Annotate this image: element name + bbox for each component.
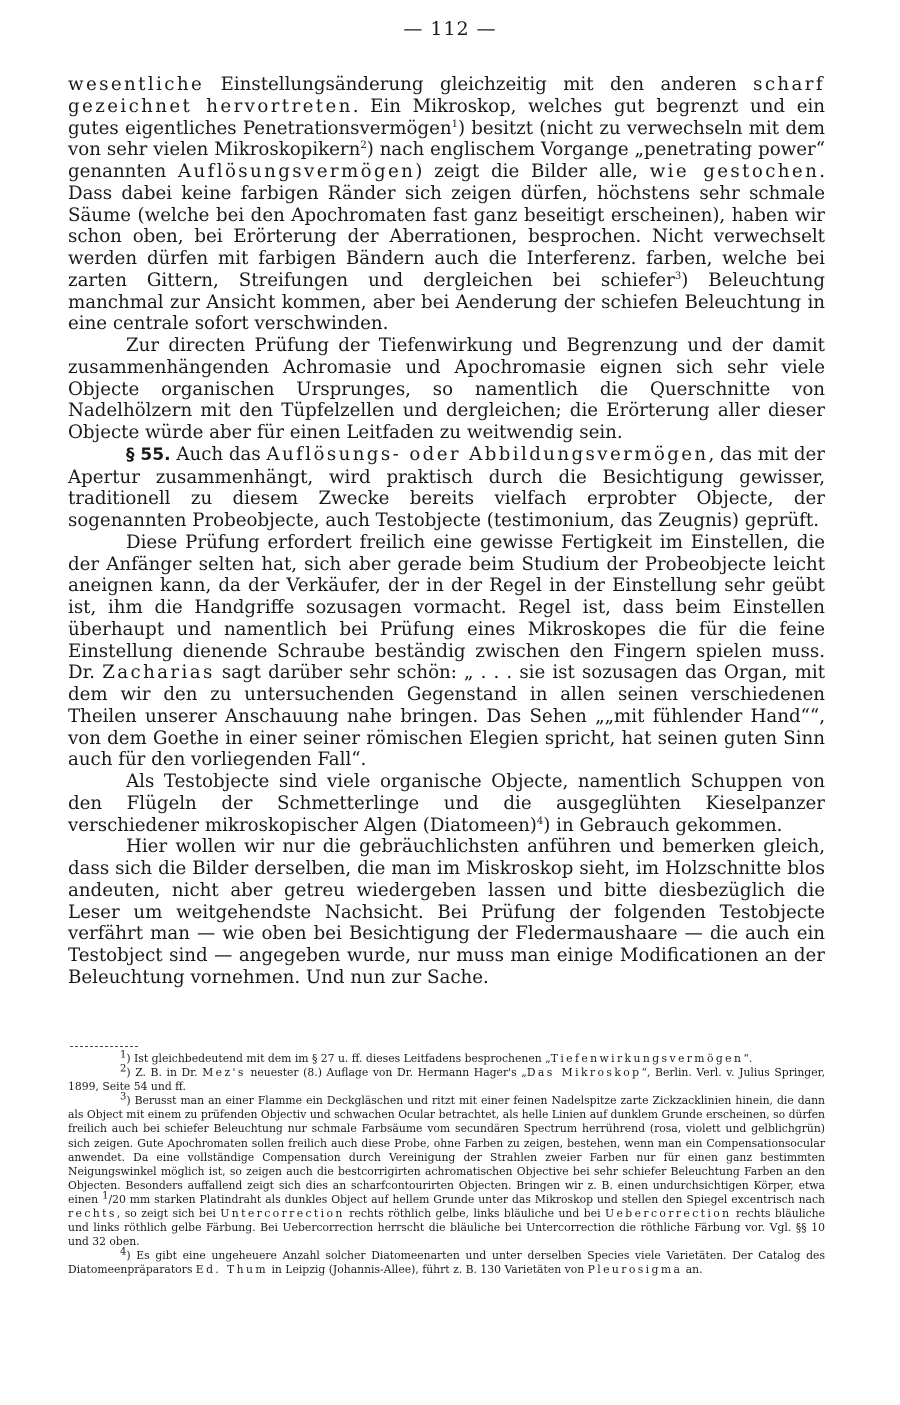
text-run: sagt darüber sehr schön: „ . . . sie ist sozusagen das Organ, mit dem wir den zu untersuchenden Gegenstand in allen seinen verschiedenen Theilen unserer Anschauung nahe bringen. Das Sehen „„mit fühlender Hand““, von dem Goethe in einer seiner römischen Elegien spricht, hat seinen guten Sinn auch für den vorliegenden Fall“.: [68, 662, 825, 771]
text-run: an.: [682, 1263, 703, 1277]
text-run: “, Berlin. Verl. v. Julius Springer, 1899, Seite 54 und ff.: [68, 1066, 825, 1094]
footnote-marker: 1: [451, 118, 458, 130]
text-run: “.: [743, 1052, 753, 1065]
text-run: ) Ist gleichbedeutend mit dem im § 27 u. ff. dieses Leitfadens besprochenen „: [126, 1052, 551, 1065]
emphasized-text: wesentliche: [68, 74, 205, 95]
emphasized-text: Auflösungsvermögen: [177, 161, 416, 182]
text-run: Als Testobjecte sind viele organische Objecte, namentlich Schuppen von den Flügeln der Schmetterlinge und die ausgeglühten Kieselpanzer verschiedener mikroskopischer Algen (Diatomeen): [68, 771, 825, 836]
text-run: rechts bläuliche und links röthlich gelbe Färbung. Bei Uebercorrection herrscht die bläuliche bei Untercorrection die röthliche Färbung vor. Vgl. §§ 10 und 32 oben.: [68, 1207, 825, 1249]
emphasized-text: Das Mikroskop: [526, 1066, 642, 1080]
emphasized-text: Untercorrection: [220, 1207, 345, 1221]
text-run: ) Beleuchtung manchmal zur Ansicht kommen, aber bei Aenderung der schiefen Beleuchtung in eine centrale sofort verschwinden.: [68, 269, 825, 335]
text-run: ) Berusst man an einer Flamme ein Deckgläschen und ritzt mit einer feinen Nadelspitze zarte Zickzacklinien hinein, die dann als Object mit einem zu prüfenden Objectiv und schwachen Ocular betrachtet, als helle Linien auf dunklem Grunde erscheinen, so dürfen freilich auch bei schiefer Beleuchtung nur schmale Farbsäume vom secundären Spectrum herrührend (rosa, violett und gelblichgrün) sich zeigen. Gute Apochromaten sollen freilich auch diese Probe, ohne Farben zu zeigen, bestehen, wenn man ein Compensationsocular anwendet. Da eine vollständige Compensation durch Vereinigung der Strahlen zweier Farben nur für einen ganz bestimmten Neigungswinkel möglich ist, so zeigen auch die bestcorrigirten achromatischen Objective bei sehr schiefer Beleuchtung Farben an den Objecten. Besonders auffallend zeigt sich dies an scharfcontourirten Objecten. Bringen wir z. B. einen undurchsichtigen Körper, etwa einen: [68, 1094, 825, 1206]
text-run: Zur directen Prüfung der Tiefenwirkung und Begrenzung und der damit zusammenhängenden Achromasie und Apochromasie eignen sich sehr viele Objecte organischen Ursprunges, so namentlich die Querschnitte von Nadelhölzern mit den Tüpfelzellen und dergleichen; die Erörterung aller dieser Objecte würde aber für einen Leitfaden zu weitwendig sein.: [68, 335, 825, 443]
paragraph-4: [68, 532, 825, 771]
footnote-3: [68, 1091, 825, 1249]
text-run: . Dass dabei keine farbigen Ränder sich zeigen dürfen, höchstens sehr schmale Säume (welche bei den Apochromaten fast ganz beseitigt erscheinen), haben wir schon oben, bei Erörterung der Aberrationen, besprochen. Nicht verwechselt werden dürfen mit farbigen Bändern auch die Interferenz. farben, welche bei zarten Gittern, Streifungen und dergleichen bei schiefer: [68, 161, 825, 291]
paragraph-3: [68, 444, 825, 532]
text-run: , das mit der Apertur zusammenhängt, wird praktisch durch die Besichtigung gewisser, traditionell zu diesem Zwecke bereits vielfach erprobter Objecte, der sogenannten Probeobjecte, auch Testobjecte (testimonium, das Zeugnis) geprüft.: [68, 443, 825, 531]
footnotes: [68, 1049, 825, 1278]
footnote-marker: 2: [120, 1063, 127, 1075]
text-run: ) Z. B. in Dr.: [126, 1066, 203, 1080]
paragraph-6: [68, 836, 825, 988]
footnote-marker: 3: [120, 1091, 127, 1103]
text-run: Hier wollen wir nur die gebräuchlichsten anführen und bemerken gleich, dass sich die Bilder derselben, die man im Miskroskop sieht, im Holzschnitte blos andeuten, nicht aber getreu wiedergeben lassen und bitte diesbezüglich die Leser um weitgehendste Nachsicht. Bei Prüfung der folgenden Testobjecte verfährt man — wie oben bei Besichtigung der Fledermaushaare — die auch ein Testobject sind — angegeben wurde, nur muss man einige Modificationen an der Beleuchtung vornehmen. Und nun zur Sache.: [68, 836, 825, 988]
text-run: Diese Prüfung erfordert freilich eine gewisse Fertigkeit im Einstellen, die der Anfänger selten hat, sich aber gerade beim Studium der Probeobjecte leicht aneignen kann, da der Verkäufer, der in der Regel in der Einstellung sehr geübt ist, ihm die Handgriffe sozusagen vormacht. Regel ist, dass beim Einstellen überhaupt und namentlich bei Prüfung eines Mikroskopes die für die feine Einstellung dienende Schraube beständig zwischen den Fingern spielen muss. Dr.: [68, 531, 825, 684]
emphasized-text: Zacharias: [102, 662, 215, 684]
main-text: [68, 74, 825, 989]
text-run: neuester (8.) Auflage von Dr. Hermann Hager's „: [245, 1066, 527, 1080]
text-run: /20 mm starken Platindraht als dunkles Object auf hellem Grunde unter das Mikroskop und stellen den Spiegel excentrisch nach: [108, 1192, 825, 1206]
emphasized-text: rechts: [68, 1207, 117, 1221]
footnote-marker: 1: [120, 1049, 127, 1061]
footnote-4: [68, 1246, 825, 1277]
text-run: ) Es gibt eine ungeheuere Anzahl solcher Diatomeenarten und unter derselben Species viele Varietäten. Der Catalog des Diatomeenpräparators: [68, 1249, 825, 1277]
text-run: , so zeigt sich bei: [116, 1207, 221, 1221]
footnote-2: [68, 1063, 825, 1094]
emphasized-text: wie gestochen: [649, 161, 820, 182]
text-run: . Ein Mikroskop, welches gut begrenzt und ein gutes eigentliches Penetrationsvermögen: [68, 95, 825, 139]
paragraph-5: [68, 771, 825, 836]
text-run: in Leipzig (Johannis-Allee), führt z. B. 130 Varietäten von: [268, 1263, 588, 1277]
emphasized-text: Tiefenwirkungsvermögen: [550, 1052, 744, 1065]
paragraph-1: [68, 74, 825, 335]
page-number: — 112 —: [403, 18, 497, 40]
text-run: Einstellungsänderung gleichzeitig mit den anderen: [204, 74, 754, 95]
footnote-marker: 3: [674, 270, 682, 282]
footnote-separator: [70, 1046, 138, 1047]
footnote-marker: 4: [536, 815, 544, 827]
footnote-1: [68, 1049, 825, 1066]
section-number: § 55.: [126, 444, 171, 465]
emphasized-text: Auflösungs- oder Abbildungsvermögen: [266, 443, 709, 465]
text-run: ) in Gebrauch gekommen.: [543, 814, 783, 836]
text-run: Auch das: [170, 443, 267, 465]
text-run: ) nach englischem Vorgange „penetrating power“ genannten: [68, 139, 825, 182]
text-run: ) besitzt (nicht zu verwechseln mit dem von sehr vielen Mikroskopikern: [68, 117, 825, 161]
emphasized-text: Pleurosigma: [587, 1263, 683, 1277]
footnote-marker: 1: [102, 1190, 109, 1202]
emphasized-text: scharf gezeichnet hervortreten: [68, 74, 825, 117]
footnote-marker: 4: [120, 1246, 127, 1258]
emphasized-text: Uebercorrection: [605, 1207, 732, 1221]
emphasized-text: Mez's: [202, 1066, 246, 1080]
text-run: ) zeigt die Bilder alle,: [415, 161, 650, 182]
emphasized-text: Ed. Thum: [195, 1263, 269, 1277]
footnote-marker: 2: [360, 140, 367, 152]
text-run: rechts röthlich gelbe, links bläuliche und bei: [344, 1207, 606, 1221]
paragraph-2: [68, 335, 825, 444]
